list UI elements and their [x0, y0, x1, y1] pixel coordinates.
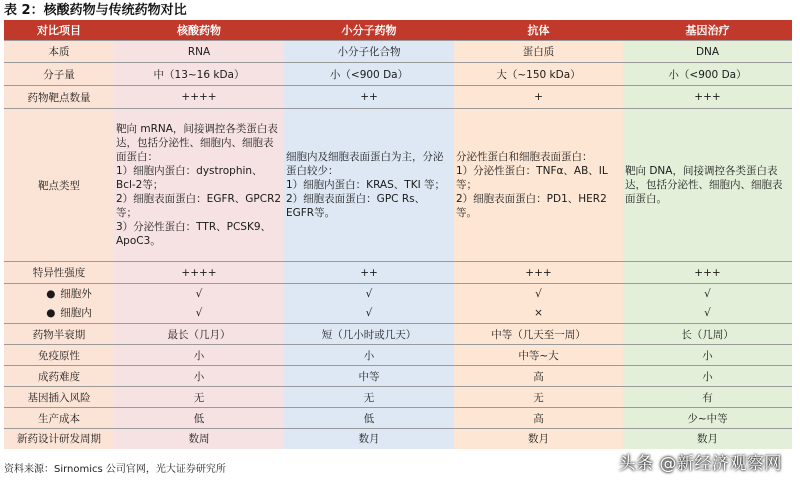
table-cell: 高 [454, 408, 623, 429]
row-label: 分子量 [4, 63, 114, 86]
table-cell: 数月 [284, 429, 454, 449]
table-cell [284, 284, 454, 324]
table-cell: 数月 [454, 429, 623, 449]
table-cell: 最长（几月） [114, 324, 284, 345]
table-cell: 低 [114, 408, 284, 429]
table-cell [114, 284, 284, 324]
check-icon: √ [535, 287, 542, 300]
table-cell: +++ [623, 86, 792, 109]
table-cell: 无 [454, 387, 623, 408]
table-cell: 小（<900 Da） [284, 63, 454, 86]
subrow-label [4, 285, 114, 304]
row-label: 新药设计研发周期 [4, 429, 114, 449]
table-cell: 中等~大 [454, 345, 623, 366]
label-text: 细胞内 [60, 306, 92, 319]
table-cell: 蛋白质 [454, 41, 623, 63]
table-cell: 小（<900 Da） [623, 63, 792, 86]
source-note: 资料来源：Sirnomics 公司官网，光大证券研究所 [4, 464, 226, 475]
row-label: 生产成本 [4, 408, 114, 429]
row-label: 免疫原性 [4, 345, 114, 366]
table-cell: 大（~150 kDa） [454, 63, 623, 86]
header-cell: 小分子药物 [284, 20, 454, 41]
table-cell: 高 [454, 366, 623, 387]
table-row [4, 324, 792, 345]
table-cell: 有 [623, 387, 792, 408]
table-cell: 靶向 DNA，间接调控各类蛋白表达，包括分泌性、细胞内、细胞表面蛋白。 [623, 109, 792, 262]
table-row [4, 387, 792, 408]
table-title: 表 2：核酸药物与传统药物对比 [4, 3, 187, 18]
header-cell: 核酸药物 [114, 20, 284, 41]
table-row [4, 63, 792, 86]
table-cell: ++ [284, 262, 454, 284]
table-cell: 小 [623, 345, 792, 366]
table-cell [623, 284, 792, 324]
table-cell: 小 [284, 345, 454, 366]
table-row [4, 284, 792, 324]
table-cell: 低 [284, 408, 454, 429]
table-cell: 中等 [284, 366, 454, 387]
table-row [4, 366, 792, 387]
row-label: 特异性强度 [4, 262, 114, 284]
table-row [4, 41, 792, 63]
table-cell: 数月 [623, 429, 792, 449]
table-row [4, 262, 792, 284]
table-cell: 数周 [114, 429, 284, 449]
table-cell: 中等（几天至一周） [454, 324, 623, 345]
table-cell: 短（几小时或几天） [284, 324, 454, 345]
table-cell: +++ [454, 262, 623, 284]
row-label: 本质 [4, 41, 114, 63]
check-icon: √ [365, 287, 373, 300]
table-cell: 小 [623, 366, 792, 387]
table-cell: ++++ [114, 262, 284, 284]
table-cell: 小 [114, 366, 284, 387]
table-cell: 细胞内及细胞表面蛋白为主，分泌蛋白较少： 1）细胞内蛋白：KRAS、TKI 等； 2）细胞表面蛋白：GPC Rs、EGFR等。 [284, 109, 454, 262]
table-cell: +++ [623, 262, 792, 284]
table-row [4, 429, 792, 449]
header-cell: 抗体 [454, 20, 623, 41]
table-cell: ++ [284, 86, 454, 109]
row-label [4, 284, 114, 324]
row-label: 药物半衰期 [4, 324, 114, 345]
row-label: 靶点类型 [4, 109, 114, 262]
table-cell: 分泌性蛋白和细胞表面蛋白： 1）分泌性蛋白：TNFα、AB、IL 等； 2）细胞表面蛋白：PD1、HER2 等。 [454, 109, 623, 262]
bullet-icon: ● [46, 287, 56, 300]
check-icon: √ [704, 306, 711, 319]
check-icon: √ [195, 306, 203, 319]
table-cell: RNA [114, 41, 284, 63]
table-cell: + [454, 86, 623, 109]
subrow-label [4, 304, 114, 323]
table-row [4, 408, 792, 429]
table-cell: ++++ [114, 86, 284, 109]
row-label: 基因插入风险 [4, 387, 114, 408]
row-label: 药物靶点数量 [4, 86, 114, 109]
table-cell: 无 [114, 387, 284, 408]
table-cell: 靶向 mRNA，间接调控各类蛋白表达，包括分泌性、细胞内、细胞表面蛋白： 1）细胞内蛋白：dystrophin、Bcl-2等； 2）细胞表面蛋白：EGFR、GPCR2等； 3）分泌性蛋白：TTR、PCSK9、ApoC3。 [114, 109, 284, 262]
check-icon: √ [365, 306, 373, 319]
table-cell: 小分子化合物 [284, 41, 454, 63]
table-cell: 中（13~16 kDa） [114, 63, 284, 86]
watermark: 头条 @新经济观察网 [618, 454, 782, 474]
cross-icon: × [534, 306, 543, 319]
table-row [4, 86, 792, 109]
bullet-icon: ● [46, 306, 56, 319]
table-row [4, 345, 792, 366]
table-cell: 长（几周） [623, 324, 792, 345]
table-cell: 小 [114, 345, 284, 366]
table-cell: 少~中等 [623, 408, 792, 429]
check-icon: √ [195, 287, 203, 300]
row-label: 成药难度 [4, 366, 114, 387]
table-cell: DNA [623, 41, 792, 63]
check-icon: √ [704, 287, 711, 300]
header-cell: 对比项目 [4, 20, 114, 41]
table-row [4, 109, 792, 262]
label-text: 细胞外 [60, 287, 92, 300]
comparison-table [4, 20, 792, 449]
header-row [4, 20, 792, 41]
header-cell: 基因治疗 [623, 20, 792, 41]
table-cell [454, 284, 623, 324]
table-cell: 无 [284, 387, 454, 408]
